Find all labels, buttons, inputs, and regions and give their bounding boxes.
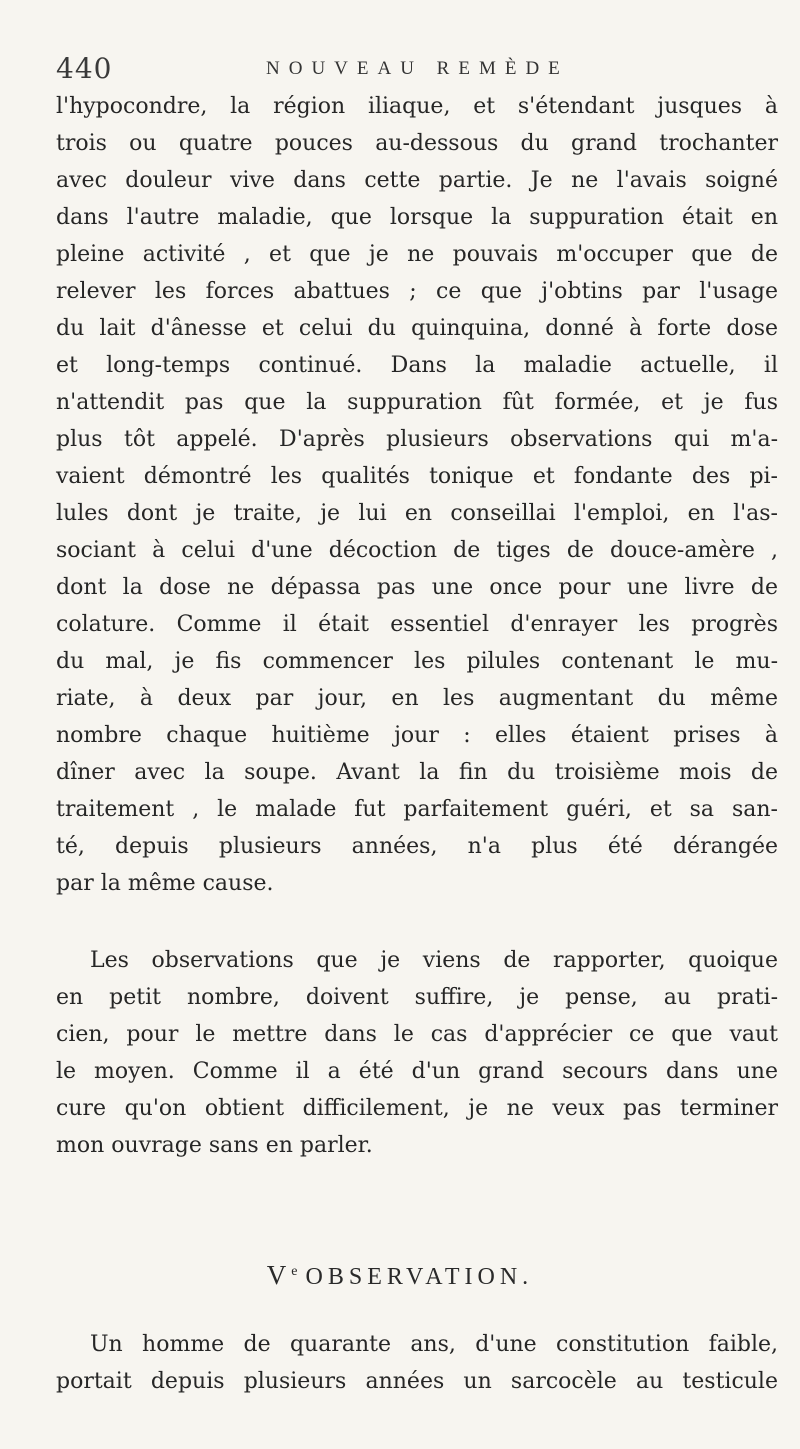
text-line: cure qu'on obtient difficilement, je ne veux pas terminer xyxy=(56,1096,778,1121)
text-line: du mal, je fis commencer les pilules contenant le mu- xyxy=(56,649,778,674)
observation-title: OBSERVATION. xyxy=(305,1264,534,1290)
text-line: vaient démontré les qualités tonique et fondante des pi- xyxy=(56,464,778,489)
running-title: NOUVEAU REMÈDE xyxy=(266,58,569,79)
observation-ordinal: V xyxy=(266,1260,292,1290)
running-head xyxy=(56,52,776,92)
text-line: Les observations que je viens de rapporter, quoique xyxy=(90,948,778,973)
text-line: en petit nombre, doivent suffire, je pense, au prati- xyxy=(56,985,778,1010)
text-line: lules dont je traite, je lui en conseillai l'emploi, en l'as- xyxy=(56,501,778,526)
text-line: et long-temps continué. Dans la maladie actuelle, il xyxy=(56,353,778,378)
text-line: trois ou quatre pouces au-dessous du grand trochanter xyxy=(56,131,778,156)
text-line: traitement , le malade fut parfaitement guéri, et sa san- xyxy=(56,797,778,822)
text-line: sociant à celui d'une décoction de tiges de douce-amère , xyxy=(56,538,778,563)
text-line: pleine activité , et que je ne pouvais m'occuper que de xyxy=(56,242,778,267)
text-line: l'hypocondre, la région iliaque, et s'étendant jusques à xyxy=(56,94,778,119)
text-line: portait depuis plusieurs années un sarcocèle au testicule xyxy=(56,1369,778,1394)
text-line: dans l'autre maladie, que lorsque la suppuration était en xyxy=(56,205,778,230)
text-line: du lait d'ânesse et celui du quinquina, donné à forte dose xyxy=(56,316,778,341)
observation-ordinal-suffix: e xyxy=(291,1264,298,1279)
text-line: n'attendit pas que la suppuration fût formée, et je fus xyxy=(56,390,778,415)
observation-heading xyxy=(0,1260,800,1291)
page-number: 440 xyxy=(56,52,113,85)
text-line: té, depuis plusieurs années, n'a plus été dérangée xyxy=(56,834,778,859)
text-line: relever les forces abattues ; ce que j'obtins par l'usage xyxy=(56,279,778,304)
text-line: dîner avec la soupe. Avant la fin du troisième mois de xyxy=(56,760,778,785)
text-line: nombre chaque huitième jour : elles étaient prises à xyxy=(56,723,778,748)
text-line: cien, pour le mettre dans le cas d'apprécier ce que vaut xyxy=(56,1022,778,1047)
text-line: par la même cause. xyxy=(56,871,274,896)
text-line: dont la dose ne dépassa pas une once pour une livre de xyxy=(56,575,778,600)
text-line: riate, à deux par jour, en les augmentant du même xyxy=(56,686,778,711)
text-line: plus tôt appelé. D'après plusieurs observations qui m'a- xyxy=(56,427,778,452)
text-line: mon ouvrage sans en parler. xyxy=(56,1133,373,1158)
text-line: avec douleur vive dans cette partie. Je ne l'avais soigné xyxy=(56,168,778,193)
text-line: colature. Comme il était essentiel d'enrayer les progrès xyxy=(56,612,778,637)
text-line: le moyen. Comme il a été d'un grand secours dans une xyxy=(56,1059,778,1084)
text-line: Un homme de quarante ans, d'une constitution faible, xyxy=(90,1332,778,1357)
